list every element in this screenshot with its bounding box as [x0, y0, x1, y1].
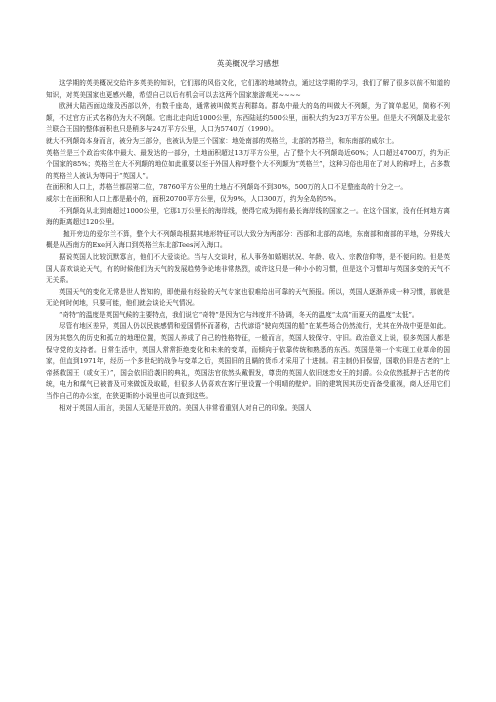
paragraph: 抛开旁边的爱尔兰不算，整个大不列颠岛根据其地形特征可以大致分为两部分：西部和北部的高地，东南部和南部的平地，分界线大概是从西南方的Exe河入海口到英格兰东北部Tees河入海口。	[46, 229, 450, 250]
paragraph: 英格兰是三个政治实体中最大、最发达的一部分，土地面积超过13万平方公里，占了整个大不列颠岛近60%；人口超过4700万，约为正个国家的85%；英格兰在大不列颠的地位如此重要以至于外国人称呼整个大不列颠为“英格兰”，这种习俗也用在了对人的称呼上，占多数的英格兰人被认为等同于“英国人”。	[46, 148, 450, 180]
paragraph: 相对于英国人而言，美国人无疑是开放的。美国人非常看重别人对自己的印象。美国人	[59, 403, 312, 412]
paragraph: 在面积和人口上，苏格兰都居第二位，78760平方公里的土地占不列颠岛不到30%，500万的人口不足整座岛的十分之一。	[46, 183, 408, 192]
paragraph: 尽管有地区差异，英国人仍以民族感情和爱国情怀而著称，古代谚语“驶向英国的船”在某些场合仍然流行，尤其在外战中更是如此。因为其悠久的历史和孤立的地理位置，英国人养成了自己的性格特征，一般而言，英国人较保守、守旧。政治意义上说，很多英国人都是保守党的支持者。日常生活中，英国人常常拒绝变化和未来的变革，而倾向于依靠传统和熟悉的东西。英国是第一个实现工业革命的国家，但直到1971年，经历一个多世纪的战争与变革之后，英国旧的且瞒的货币才采用了十进制。君主制仍旧保留，国歌仍旧是古老的“上帝拯救国王（或女王）”，国会依旧沿袭旧的典礼，英国法官依然头戴假发，尊贵的英国人依旧迷恋女王的封爵。公众依然抵押于古老的传统，电力和煤气已被普及可来做饭及取暖，但很多人仍喜欢在客厅里设置一个明晴的壁炉。旧的建筑因其历史而备受重视，商人还用它们当作自己的办公室，在狭更斯的小说里也可以查到这些。	[46, 322, 450, 401]
document-title: 英美概况学习感想	[216, 59, 280, 68]
paragraph: 英国天气的变化无常是世人皆知的，即使最有经验的天气专家也很难给出可靠的天气预报。所以，英国人逐渐养成一种习惯，那就是无论何时何地，只要可能，他们就会谈论天气情况。	[46, 287, 450, 308]
paragraph: 不列颠岛从北到南超过1000公里，它那1万公里长的海岸线，使得它成为拥有最长海岸线的国家之一。在这个国家，没有任何地方离海的距离超过120公里。	[46, 206, 450, 227]
paragraph: 这学期的英美概况交给许多英美的知识，它们那的风俗文化，它们那的地域特点，通过这学期的学习，我们了解了很多以前不知道的知识，对英美国家也更感兴趣，希望自己以后有机会可以去这两个国家旅游观光~~~~	[46, 79, 450, 99]
paragraph: 威尔士在面积和人口上都是最小的，面积20700平方公里，仅为9%，人口300万，约为全岛的5%。	[46, 194, 341, 203]
paragraph: 欧洲大陆西面边缘及西部以外，有数千座岛，通常被叫做英吉利群岛。群岛中最大的岛的叫做大不列颠，为了简单起见，简称不列颠，不过官方正式名称仍为大不列颠。它南北走向近1000公里，东西陆延约500公里，面积大约为23万平方公里。但是大不列颠及北爱尔兰联合王国的整体面积也只是稍多与24万平方公里，人口为5740万（1990）。	[46, 102, 450, 134]
paragraph: “奇特”的温度是英国气候的主要特点，我们说它“奇特”是因为它与纬度并不协调，冬天的温度“太高”而夏天的温度“太低”。	[59, 310, 419, 319]
paragraph: 据说英国人比较沉默寡言，他们不大爱谈论。当与人交谈时，私人事务如婚姻状况、年龄、收入、宗教信仰等，是不便问的。但是英国人喜欢谈论天气，有的时候他们为天气的发展趋势争论地非常热烈，或许这只是一种小小的习惯，但是这个习惯却与英国多变的天气不无关系。	[46, 252, 450, 285]
document-body	[46, 78, 450, 414]
paragraph: 就大不列颠岛本身而言，被分为三部分，也被认为是三个国家：地处南部的英格兰，北部的苏格兰，和东南部的威尔士。	[46, 136, 399, 145]
